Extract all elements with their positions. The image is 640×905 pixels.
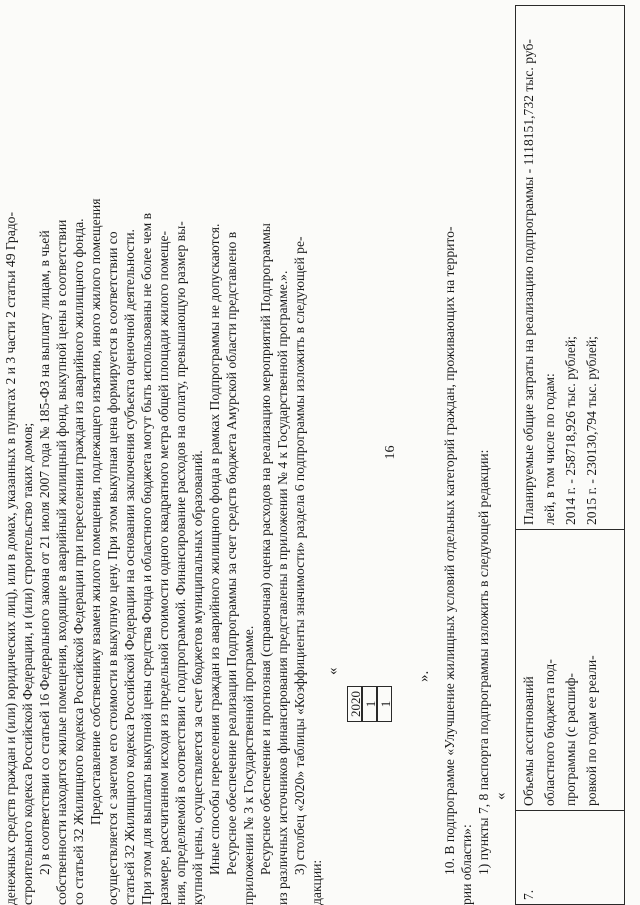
text-line: размере, рассчитанном исходя из предельной стоимости одного квадратного метра общей площади жилого помеще- [156,230,171,905]
table-divider [516,810,624,811]
text-line: денежных средств граждан и (или) юридических лиц), или в домах, указанных в пунктах 2 и 3 части 2 статьи 49 Градо- [3,212,18,905]
table-divider [516,529,624,530]
text-line: строительного кодекса Российской Федерации, и (или) строительство таких домов; [20,422,35,905]
text-line: со статьей 32 Жилищного кодекса Российской Федерации при переселении граждан из аварийного жилищного фонда. [71,218,86,905]
row-number: 7. [521,889,536,900]
label-line: Объемы ассигнований [521,676,536,806]
column-header-2020: 2020 [347,686,362,722]
value-line: Планируемые общие затраты на реализацию подпрограммы - 1118151,732 тыс. руб- [521,39,536,525]
text-line: Предоставление собственнику взамен жилого помещения, подлежащего изъятию, иного жилого помещения [88,198,103,825]
text-line: 2) в соответствии со статьей 16 Федерального закона от 21 июля 2007 года № 185-ФЗ на выплату лицам, в чьей [37,230,52,875]
value-line: 2015 г. - 230130,794 тыс. рублей; [584,336,599,525]
page-number: 16 [383,445,398,460]
text-line: ния, определяемой в соответствии с подпрограммой. Финансирование расходов на оплату, превышающую размер вы- [173,221,188,905]
coefficient-column [326,662,396,722]
text-line: При этом для выплаты выкупной цены средства Фонда и областного бюджета могут быть использованы не более чем в [139,212,154,905]
passport-table [515,5,625,905]
text-line: 10. В подпрограмме «Улучшение жилищных условий отдельных категорий граждан, проживающих на террито- [442,226,457,875]
text-line: Иные способы переселения граждан из аварийного жилищного фонда в рамках Подпрограммы не допускаются. [207,223,222,875]
value-line: 2014 г. - 258718,926 тыс. рублей; [563,336,578,525]
text-line: из различных источников финансирования представлены в приложении № 4 к Государственной программе.». [275,270,290,905]
value-line: лей, в том числе по годам: [542,373,557,525]
label-line: программы (с расшиф- [563,673,578,806]
table-quote-open: « [493,792,509,800]
text-line: 3) столбец «2020» таблицы «Коэффициенты значимости» раздела 6 подпрограммы изложить в следующей ре- [292,236,307,875]
quote-close: ». [416,670,432,682]
text-line: дакции: [309,859,324,905]
text-line: Ресурсное обеспечение и прогнозная (справочная) оценка расходов на реализацию мероприятий Подпрограммы [258,223,273,875]
column-cell: 1 [362,686,377,722]
text-line: осуществляется с зачетом его стоимости в выкупную цену. При этом выкупная цена формируется в соответствии со [105,231,120,905]
text-line: рии области»: [459,824,474,905]
text-line: купной цены, осуществляется за счет бюджетов муниципальных образований. [190,450,205,905]
text-line: статьей 32 Жилищного кодекса Российской Федерации на основании заключения субъекта оценочной деятельности. [122,229,137,905]
text-line: Ресурсное обеспечение реализации Подпрограммы за счет средств бюджета Амурской области представлено в [224,231,239,875]
text-line: собственности находятся жилые помещения, входящие в аварийный жилищный фонд, выкупной цены в соответствии [54,219,69,905]
label-line: областного бюджета под- [542,659,557,806]
column-cell: 1 [377,686,392,722]
quote-open: « [325,667,341,675]
text-line: 1) пункты 7, 8 паспорта подпрограммы изложить в следующей редакции: [476,449,491,875]
text-line: приложении № 3 к Государственной программе. [241,625,256,905]
label-line: ровкой по годам ее реали- [584,655,599,806]
